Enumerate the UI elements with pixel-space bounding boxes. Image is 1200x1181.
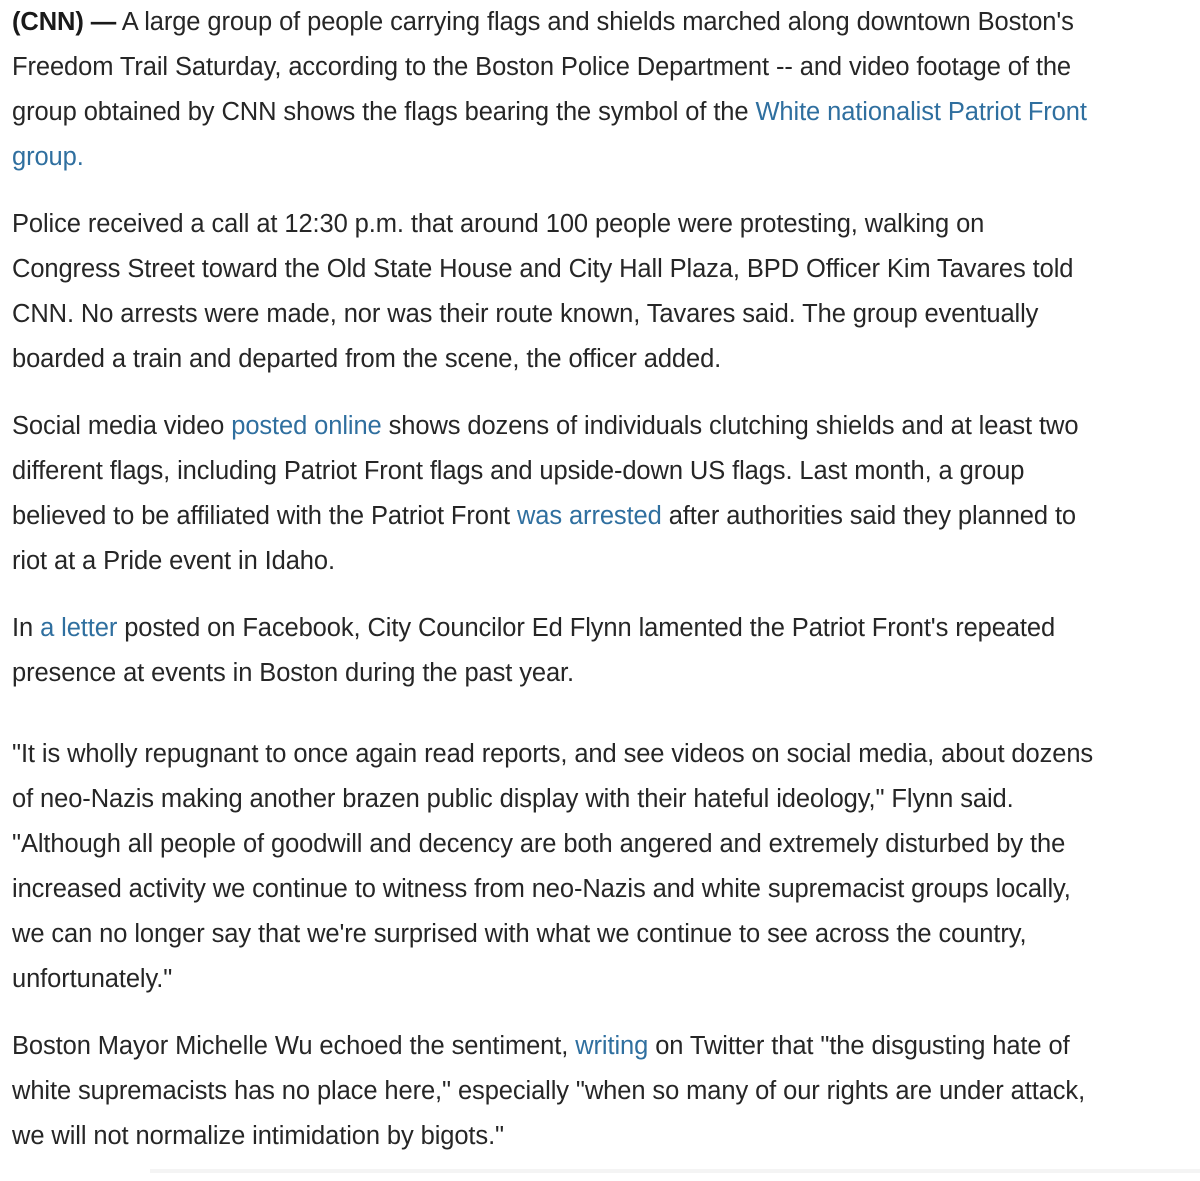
writing-link[interactable]: writing	[575, 1032, 649, 1060]
p3-line3-post: after authorities said they planned to	[661, 502, 1077, 530]
p4-pre: In	[12, 614, 41, 642]
p5-line2: of neo-Nazis making another brazen public display with their hateful ideology," Flynn said.	[12, 785, 1014, 813]
p3-line3-pre: believed to be affiliated with the Patriot Front	[12, 502, 517, 530]
paragraph-6	[12, 1024, 1188, 1159]
p5-line1: "It is wholly repugnant to once again read reports, and see videos on social media, about dozens	[12, 740, 1094, 768]
p4-post: posted on Facebook, City Councilor Ed Flynn lamented the Patriot Front's repeated	[117, 614, 1056, 642]
p6-line3: we will not normalize intimidation by bigots."	[12, 1122, 505, 1150]
paragraph-5-quote	[12, 732, 1188, 1002]
p5-line3: "Although all people of goodwill and decency are both angered and extremely disturbed by the	[12, 830, 1066, 858]
patriot-front-link-text[interactable]: White nationalist Patriot Front	[755, 98, 1087, 126]
p2-line2: Congress Street toward the Old State House and City Hall Plaza, BPD Officer Kim Tavares told	[12, 255, 1074, 283]
p3-post1: shows dozens of individuals clutching shields and at least two	[381, 412, 1079, 440]
p3-pre: Social media video	[12, 412, 232, 440]
paragraph-3	[12, 404, 1188, 584]
p2-line3: CNN. No arrests were made, nor was their route known, Tavares said. The group eventually	[12, 300, 1039, 328]
paragraph-4	[12, 606, 1188, 696]
paragraph-2	[12, 202, 1188, 382]
patriot-front-link-text-2[interactable]: group.	[12, 143, 84, 171]
dateline: (CNN) —	[12, 8, 117, 36]
p6-post: on Twitter that "the disgusting hate of	[648, 1032, 1070, 1060]
p5-line5: we can no longer say that we're surprised with what we continue to see across the country,	[12, 920, 1027, 948]
p6-line2: white supremacists has no place here," especially "when so many of our rights are under attack,	[12, 1077, 1086, 1105]
bottom-divider	[150, 1169, 1200, 1173]
posted-online-link[interactable]: posted online	[231, 412, 382, 440]
p2-line4: boarded a train and departed from the scene, the officer added.	[12, 345, 722, 373]
p1-line3: group obtained by CNN shows the flags bearing the symbol of the	[12, 98, 756, 126]
p6-pre: Boston Mayor Michelle Wu echoed the sentiment,	[12, 1032, 576, 1060]
p5-line4: increased activity we continue to witness from neo-Nazis and white supremacist groups locally,	[12, 875, 1071, 903]
a-letter-link[interactable]: a letter	[40, 614, 118, 642]
paragraph-1	[12, 0, 1188, 180]
article-body	[12, 0, 1188, 1181]
p3-line4: riot at a Pride event in Idaho.	[12, 547, 335, 575]
p3-line2: different flags, including Patriot Front flags and upside-down US flags. Last month, a group	[12, 457, 1025, 485]
p1-lead: A large group of people carrying flags and shields marched along downtown Boston's	[116, 8, 1074, 36]
p1-line2: Freedom Trail Saturday, according to the Boston Police Department -- and video footage of the	[12, 53, 1071, 81]
was-arrested-link[interactable]: was arrested	[516, 502, 662, 530]
p5-line6: unfortunately."	[12, 965, 173, 993]
p2-line1: Police received a call at 12:30 p.m. that around 100 people were protesting, walking on	[12, 210, 985, 238]
p4-line2: presence at events in Boston during the past year.	[12, 659, 575, 687]
